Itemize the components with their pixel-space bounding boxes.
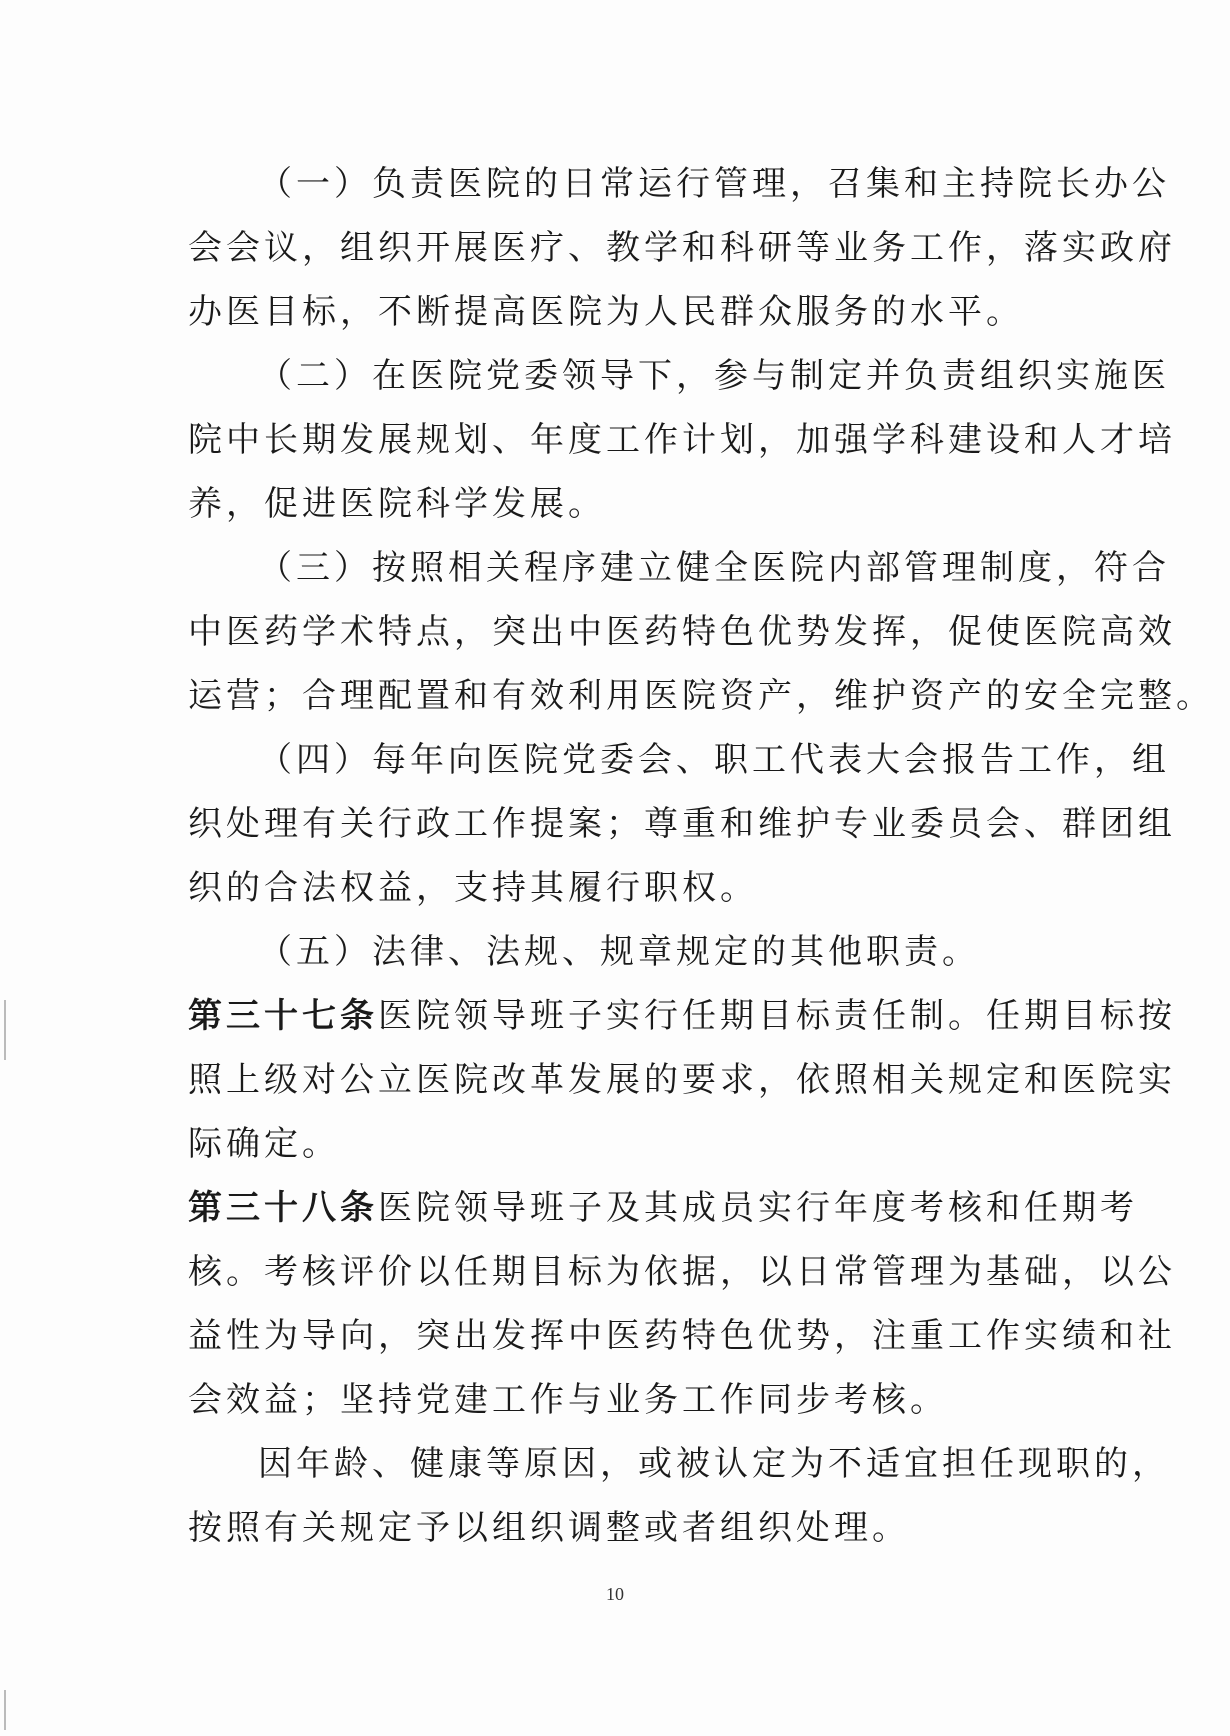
- text-line: （二）在医院党委领导下，参与制定并负责组织实施医: [258, 356, 1170, 396]
- text-line: 因年龄、健康等原因，或被认定为不适宜担任现职的，: [258, 1444, 1170, 1484]
- article-heading: 第三十七条: [188, 996, 378, 1036]
- text-line: 运营；合理配置和有效利用医院资产，维护资产的安全完整。: [188, 676, 1214, 716]
- text-line: 照上级对公立医院改革发展的要求，依照相关规定和医院实: [188, 1060, 1176, 1100]
- text-line: 院中长期发展规划、年度工作计划，加强学科建设和人才培: [188, 420, 1176, 460]
- paragraph-4: [188, 728, 1176, 920]
- text-line: 际确定。: [188, 1124, 340, 1164]
- text-line: 按照有关规定予以组织调整或者组织处理。: [188, 1508, 910, 1548]
- text-line: 会会议，组织开展医疗、教学和科研等业务工作，落实政府: [188, 228, 1176, 268]
- paragraph-3: [188, 536, 1214, 728]
- paragraph-5: [188, 920, 1068, 984]
- paragraph-2: [188, 344, 1176, 536]
- closing-paragraph: [188, 1432, 1170, 1560]
- article-first-line: [188, 1176, 1138, 1240]
- text-line: （三）按照相关程序建立健全医院内部管理制度，符合: [258, 548, 1170, 588]
- text-line: 会效益；坚持党建工作与业务工作同步考核。: [188, 1380, 948, 1420]
- text-line: （一）负责医院的日常运行管理，召集和主持院长办公: [258, 164, 1170, 204]
- text-line: 织处理有关行政工作提案；尊重和维护专业委员会、群团组: [188, 804, 1176, 844]
- article-heading: 第三十八条: [188, 1188, 378, 1228]
- text-line: 中医药学术特点，突出中医药特色优势发挥，促使医院高效: [188, 612, 1176, 652]
- article-37: [188, 984, 1176, 1176]
- article-first-line: [188, 984, 1176, 1048]
- text-line: 织的合法权益，支持其履行职权。: [188, 868, 758, 908]
- text-line: 办医目标，不断提高医院为人民群众服务的水平。: [188, 292, 1024, 332]
- text-line: 核。考核评价以任期目标为依据，以日常管理为基础，以公: [188, 1252, 1176, 1292]
- scan-edge-mark: [4, 1690, 6, 1730]
- article-38: [188, 1176, 1176, 1432]
- text-line: 养，促进医院科学发展。: [188, 484, 606, 524]
- text-line: （五）法律、法规、规章规定的其他职责。: [258, 932, 980, 972]
- paragraph-1: [188, 152, 1176, 344]
- document-body: [188, 152, 1214, 1560]
- text-line: 医院领导班子及其成员实行年度考核和任期考: [378, 1188, 1138, 1228]
- text-line: （四）每年向医院党委会、职工代表大会报告工作，组: [258, 740, 1170, 780]
- text-line: 益性为导向，突出发挥中医药特色优势，注重工作实绩和社: [188, 1316, 1176, 1356]
- page-number: 10: [606, 1584, 624, 1604]
- text-line: 医院领导班子实行任期目标责任制。任期目标按: [378, 996, 1176, 1036]
- scan-edge-mark: [4, 1000, 6, 1060]
